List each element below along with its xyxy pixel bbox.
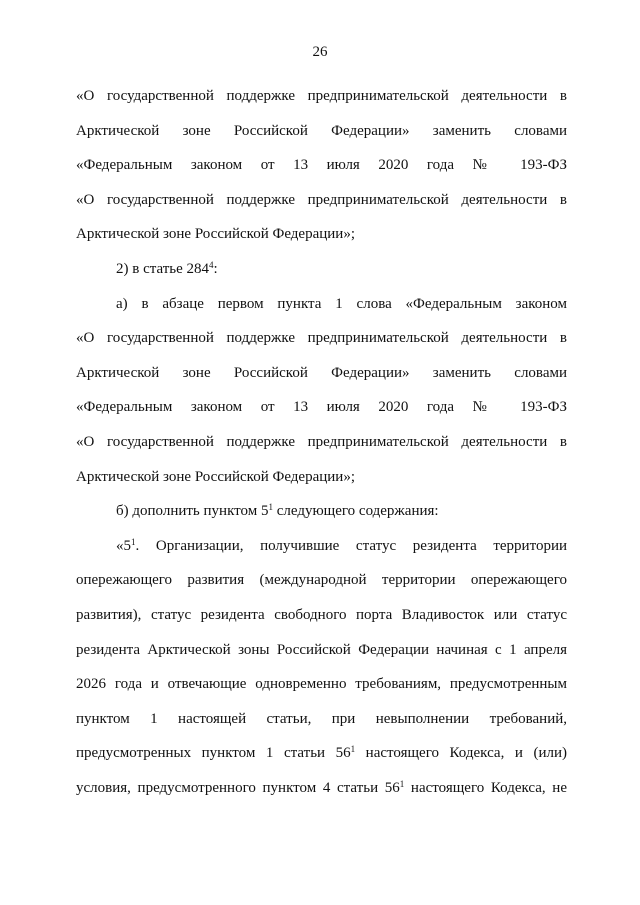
text-line [76,252,567,287]
text-line-content: «О государственной поддержке предпринимательской деятельности в [76,88,567,104]
text-line [76,460,567,495]
superscript: 1 [268,502,273,513]
text-line [76,529,567,564]
superscript: 1 [399,778,405,789]
text-line [76,736,567,771]
text-line [76,287,567,322]
text-line [76,494,567,529]
text-line-content: «О государственной поддержке предпринимательской деятельности в [76,433,567,450]
text-line-content: опережающего развития (международной территории опережающего [76,572,567,589]
text-line-content: развития), статус резидента свободного порта Владивосток или статус [76,606,567,623]
text-line-content: 2) в статье 284 [116,260,210,277]
text-line-content: «О государственной поддержке предпринимательской деятельности в [76,191,567,208]
text-line [76,356,567,391]
text-line-content: пунктом 1 настоящей статьи, при невыполнении требований, [76,710,567,727]
text-line-content: Арктической зоне Российской Федерации»; [76,226,355,243]
text-line-tail: настоящего Кодекса, и (или) [355,745,567,762]
text-line-content: «5 [116,537,131,554]
text-line [76,79,567,114]
text-line [76,390,567,425]
text-line-content: 2026 года и отвечающие одновременно требованиям, предусмотренным [76,676,567,693]
text-line-content: Арктической зоне Российской Федерации»; [76,468,355,485]
text-line [76,702,567,737]
text-line-content: б) дополнить пунктом 5 [116,503,269,520]
superscript: 1 [131,536,136,547]
text-line [76,667,567,702]
page-number: 26 [312,44,328,60]
text-line-tail: настоящего Кодекса, не [404,779,567,796]
text-line [76,633,567,668]
text-line-content: «Федеральным законом от 13 июля 2020 года № 193-ФЗ [76,399,567,416]
text-line-content: Арктической зоне Российской Федерации» заменить словами [76,122,567,139]
superscript: 4 [209,259,214,270]
text-line-content: условия, предусмотренного пунктом 4 статьи 56 [76,779,400,796]
text-line-content: резидента Арктической зоны Российской Федерации начиная с 1 апреля [76,641,567,658]
text-line-tail: . Организации, получившие статус резидента территории [135,537,567,554]
text-line-tail: следующего содержания: [272,503,439,520]
text-line [76,771,567,806]
document-body [76,79,567,805]
text-line [76,321,567,356]
text-line [76,114,567,149]
text-line-content: «О государственной поддержке предпринимательской деятельности в [76,330,567,347]
text-line [76,217,567,252]
text-line [76,598,567,633]
text-line-content: предусмотренных пунктом 1 статьи 56 [76,745,351,762]
text-line-content: а) в абзаце первом пункта 1 слова «Федеральным законом [116,295,567,312]
text-line-content: «Федеральным законом от 13 июля 2020 года № 193-ФЗ [76,157,567,174]
text-line [76,563,567,598]
text-line [76,148,567,183]
text-line [76,183,567,218]
text-line [76,425,567,460]
text-line-content: Арктической зоне Российской Федерации» заменить словами [76,364,567,381]
superscript: 1 [350,744,356,755]
text-line-tail: : [213,260,218,277]
